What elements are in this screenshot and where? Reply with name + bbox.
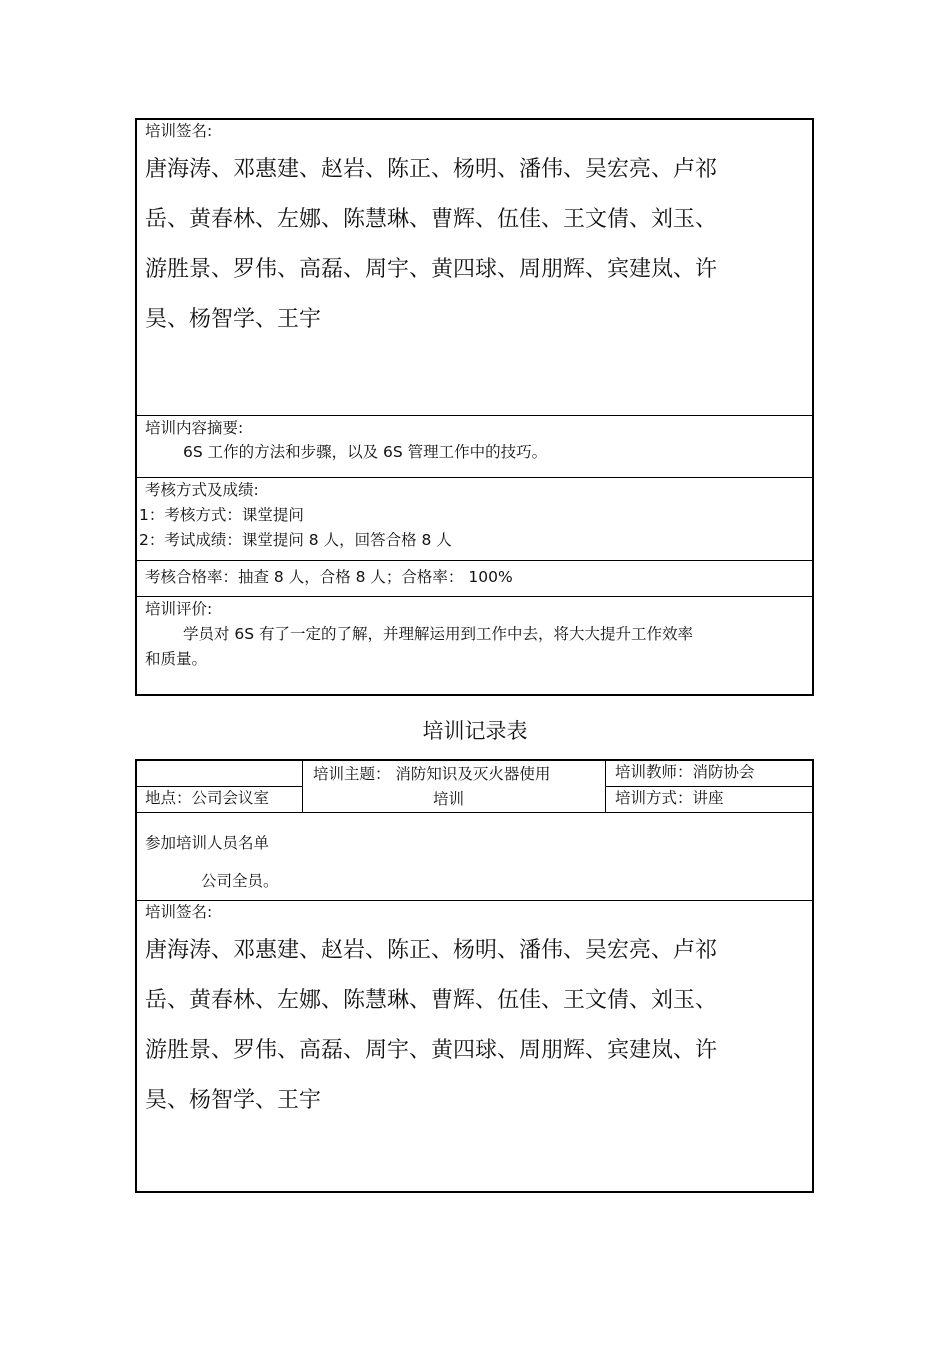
evaluation-text-line2: 和质量。	[145, 650, 208, 668]
signature-line: 岳、黄春林、左娜、陈慧琳、曹辉、伍佳、王文倩、刘玉、	[145, 988, 718, 1013]
assessment-result: 2：考试成绩：课堂提问 8 人，回答合格 8 人	[139, 531, 452, 549]
signature-line: 昊、杨智学、王宇	[145, 1088, 322, 1113]
participants-value: 公司全员。	[201, 872, 279, 890]
assessment-method: 1：考核方式：课堂提问	[139, 506, 304, 524]
signature-line: 唐海涛、邓惠建、赵岩、陈正、杨明、潘伟、吴宏亮、卢祁	[145, 157, 718, 182]
signature-label: 培训签名:	[145, 122, 213, 140]
training-record-2	[135, 759, 814, 1193]
method-cell: 培训方式：讲座	[615, 789, 724, 807]
topic-line1: 培训主题： 消防知识及灭火器使用	[313, 765, 551, 783]
participants-section	[137, 812, 812, 900]
summary-section	[137, 415, 812, 477]
evaluation-label: 培训评价:	[145, 600, 213, 618]
signature-label-2: 培训签名:	[145, 903, 213, 921]
signature-line: 游胜景、罗伟、高磊、周宇、黄四球、周朋辉、宾建岚、许	[145, 257, 718, 282]
signature-section	[137, 120, 812, 415]
summary-label: 培训内容摘要:	[145, 419, 244, 437]
evaluation-text-line1: 学员对 6S 有了一定的了解，并理解运用到工作中去，将大大提升工作效率	[183, 625, 694, 643]
signature-names	[145, 145, 765, 345]
signature-line: 昊、杨智学、王宇	[145, 307, 322, 332]
assessment-label: 考核方式及成绩:	[145, 481, 259, 499]
location-cell: 地点：公司会议室	[145, 789, 270, 807]
signature-line: 游胜景、罗伟、高磊、周宇、黄四球、周朋辉、宾建岚、许	[145, 1038, 718, 1063]
signature-line: 岳、黄春林、左娜、陈慧琳、曹辉、伍佳、王文倩、刘玉、	[145, 207, 718, 232]
topic-line2: 培训	[433, 790, 465, 808]
pass-rate-section	[137, 560, 812, 596]
evaluation-section	[137, 596, 812, 694]
signature-names-2	[145, 926, 765, 1126]
teacher-cell: 培训教师：消防协会	[615, 763, 755, 781]
training-record-1	[135, 118, 814, 696]
participants-label: 参加培训人员名单	[145, 834, 270, 852]
pass-rate-text: 考核合格率：抽查 8 人，合格 8 人；合格率： 100%	[145, 568, 513, 586]
assessment-section	[137, 477, 812, 560]
signature-section-2	[137, 900, 812, 1191]
signature-line: 唐海涛、邓惠建、赵岩、陈正、杨明、潘伟、吴宏亮、卢祁	[145, 938, 718, 963]
form-title: 培训记录表	[422, 719, 528, 743]
header-grid	[137, 761, 812, 812]
summary-text: 6S 工作的方法和步骤，以及 6S 管理工作中的技巧。	[183, 443, 548, 461]
